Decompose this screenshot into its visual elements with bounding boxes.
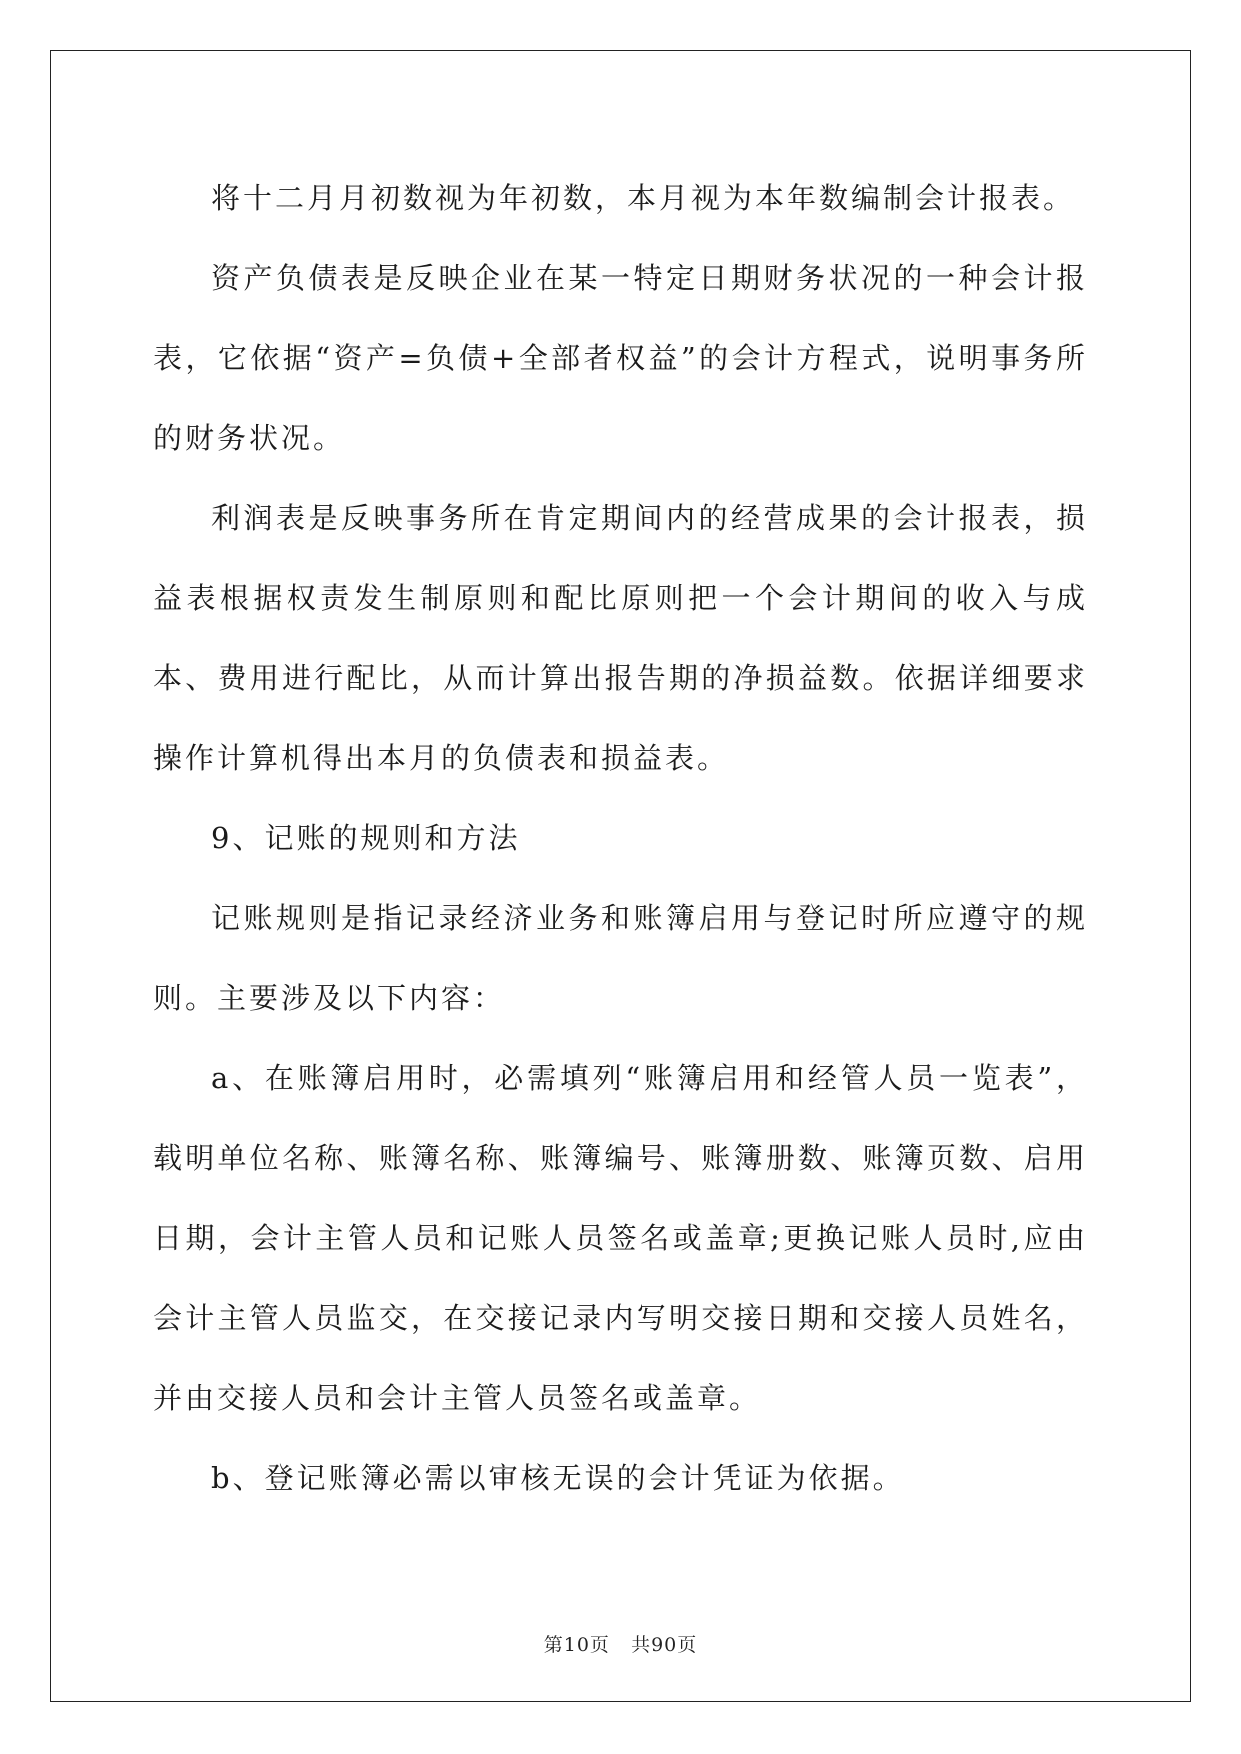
document-body: [153, 158, 1088, 1518]
footer-spacer: [610, 1634, 631, 1656]
total-pages-label: 共90页: [631, 1634, 698, 1656]
paragraph-5: a、在账簿启用时，必需填列“账簿启用和经管人员一览表”，载明单位名称、账簿名称、账簿编号、账簿册数、账簿页数、启用日期，会计主管人员和记账人员签名或盖章;更换记账人员时,应由会计主管人员监交，在交接记录内写明交接日期和交接人员姓名，并由交接人员和会计主管人员签名或盖章。: [153, 1061, 1088, 1415]
paragraph-4: 记账规则是指记录经济业务和账簿启用与登记时所应遵守的规则。主要涉及以下内容：: [153, 901, 1088, 1015]
paragraph-1: 将十二月月初数视为年初数，本月视为本年数编制会计报表。: [211, 181, 1076, 215]
paragraph-2: 资产负债表是反映企业在某一特定日期财务状况的一种会计报表，它依据“资产=负债+全部者权益”的会计方程式，说明事务所的财务状况。: [153, 261, 1088, 455]
paragraph-6: b、登记账簿必需以审核无误的会计凭证为依据。: [211, 1461, 905, 1495]
section-heading: 9、记账的规则和方法: [211, 821, 521, 855]
paragraph-3: 利润表是反映事务所在肯定期间内的经营成果的会计报表，损益表根据权责发生制原则和配比原则把一个会计期间的收入与成本、费用进行配比，从而计算出报告期的净损益数。依据详细要求操作计算机得出本月的负债表和损益表。: [153, 501, 1088, 775]
page-footer: [0, 1630, 1241, 1657]
current-page-label: 第10页: [543, 1634, 610, 1656]
